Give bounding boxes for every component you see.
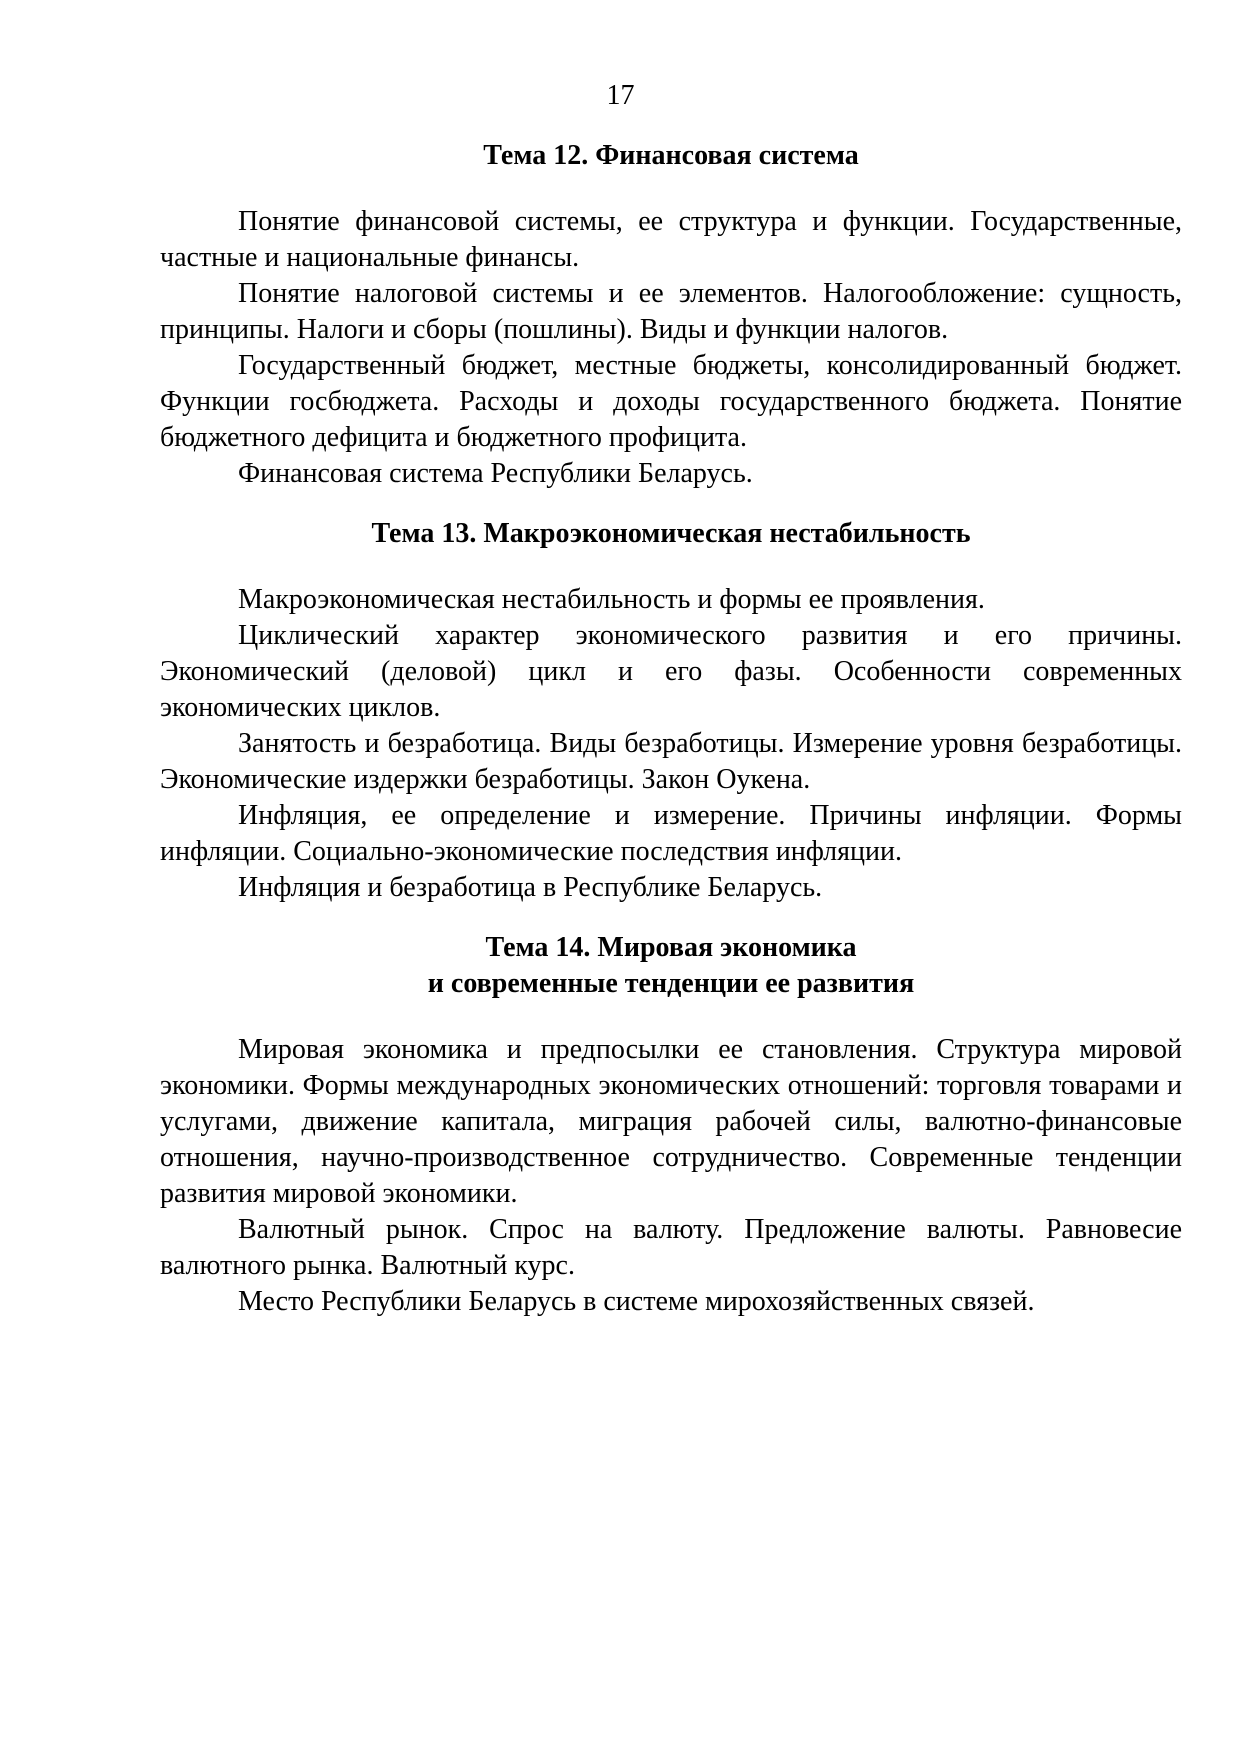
section-heading-line: Тема 14. Мировая экономика xyxy=(485,932,857,963)
page-number: 17 xyxy=(606,80,635,111)
section-tema-12 xyxy=(160,138,1182,492)
paragraph: Циклический характер экономического развития и его причины. Экономический (деловой) цикл и его фазы. Особенности современных экономических циклов. xyxy=(160,620,1182,723)
section-heading-line: Тема 12. Финансовая система xyxy=(483,140,859,171)
section-tema-13 xyxy=(160,516,1182,906)
section-heading-tema-14 xyxy=(160,930,1182,1002)
paragraph: Занятость и безработица. Виды безработицы. Измерение уровня безработицы. Экономические издержки безработицы. Закон Оукена. xyxy=(160,728,1182,795)
section-tema-14 xyxy=(160,930,1182,1320)
paragraph: Государственный бюджет, местные бюджеты, консолидированный бюджет. Функции госбюджета. Расходы и доходы государственного бюджета. Понятие бюджетного дефицита и бюджетного профицита. xyxy=(160,350,1182,453)
paragraph: Макроэкономическая нестабильность и формы ее проявления. xyxy=(238,584,985,615)
paragraph: Инфляция, ее определение и измерение. Причины инфляции. Формы инфляции. Социально-экономические последствия инфляции. xyxy=(160,800,1182,867)
paragraph: Валютный рынок. Спрос на валюту. Предложение валюты. Равновесие валютного рынка. Валютный курс. xyxy=(160,1214,1182,1281)
paragraph: Понятие финансовой системы, ее структура и функции. Государственные, частные и национальные финансы. xyxy=(160,206,1182,273)
paragraph: Инфляция и безработица в Республике Беларусь. xyxy=(238,872,823,903)
section-heading-tema-12 xyxy=(160,138,1182,174)
section-heading-line: Тема 13. Макроэкономическая нестабильность xyxy=(371,518,971,549)
paragraph: Финансовая система Республики Беларусь. xyxy=(238,458,753,489)
section-heading-tema-13 xyxy=(160,516,1182,552)
section-heading-line: и современные тенденции ее развития xyxy=(427,968,915,999)
paragraph: Место Республики Беларусь в системе мирохозяйственных связей. xyxy=(238,1286,1035,1317)
paragraph: Мировая экономика и предпосылки ее становления. Структура мировой экономики. Формы международных экономических отношений: торговля товарами и услугами, движение капитала, миграция рабочей силы, валютно-финансовые отношения, научно-производственное сотрудничество. Современные тенденции развития мировой экономики. xyxy=(160,1034,1182,1209)
paragraph: Понятие налоговой системы и ее элементов. Налогообложение: сущность, принципы. Налоги и сборы (пошлины). Виды и функции налогов. xyxy=(160,278,1182,345)
